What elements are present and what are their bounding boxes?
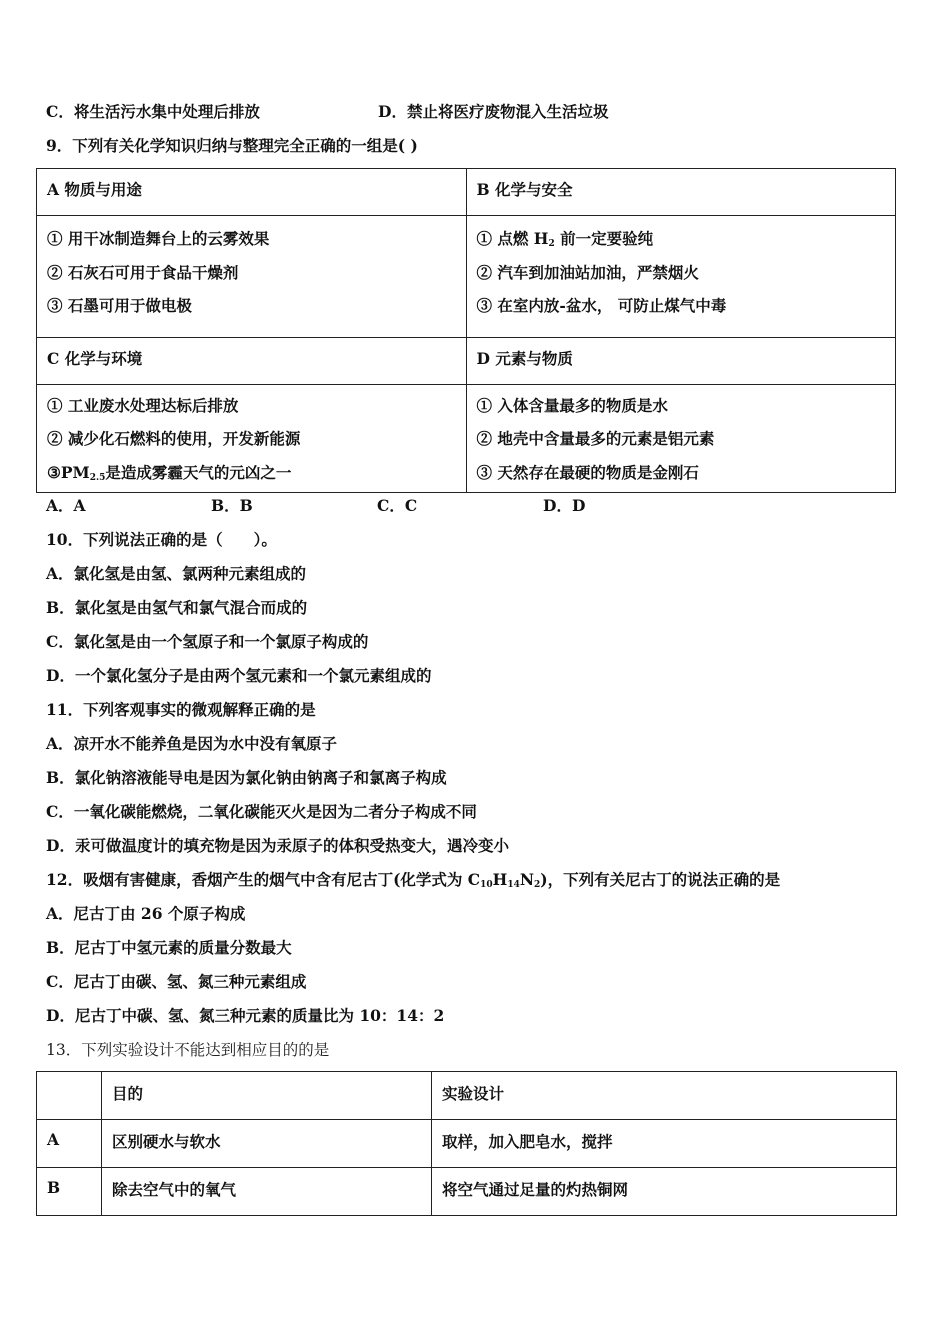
q11-stem: 11．下列客观事实的微观解释正确的是	[46, 700, 316, 719]
q10-option-d: D．一个氯化氢分子是由两个氢元素和一个氯元素组成的	[46, 666, 432, 685]
q13-experiment-table	[36, 1071, 897, 1216]
q9-cell-c-items: ① 工业废水处理达标后排放 ② 减少化石燃料的使用，开发新能源 $③PM_{2.5}$是造成雾霾天气的元凶之一	[37, 384, 467, 493]
q11-option-a: A．凉开水不能养鱼是因为水中没有氧原子	[46, 734, 338, 753]
table-row	[37, 1120, 897, 1168]
q12-option-c: C．尼古丁由碳、氢、氮三种元素组成	[46, 972, 307, 991]
q12-option-b: B．尼古丁中氢元素的质量分数最大	[46, 938, 292, 957]
q13-row-design: 取样，加入肥皂水，搅拌	[432, 1120, 897, 1168]
q9-option-b: B．B	[211, 496, 253, 515]
q13-row-purpose: 区别硬水与软水	[102, 1120, 432, 1168]
q13-header-design: 实验设计	[432, 1072, 897, 1120]
q12-option-d: D．尼古丁中碳、氢、氮三种元素的质量比为 10：14：2	[46, 1006, 445, 1025]
q13-stem: 13．下列实验设计不能达到相应目的的是	[46, 1041, 330, 1059]
q9-option-d: D．D	[543, 496, 586, 515]
q8-option-c: C．将生活污水集中处理后排放	[46, 102, 260, 121]
q13-header-label	[37, 1072, 102, 1120]
q9-cell-a-items: ① 用干冰制造舞台上的云雾效果 ② 石灰石可用于食品干燥剂 ③ 石墨可用于做电极	[37, 216, 467, 338]
q8-option-d: D．禁止将医疗废物混入生活垃圾	[378, 102, 609, 121]
table-row	[37, 1168, 897, 1216]
q9-cell-a-title: A 物质与用途	[37, 169, 467, 216]
q10-stem: 10．下列说法正确的是（ ）。	[46, 530, 277, 549]
q9-stem: 9．下列有关化学知识归纳与整理完全正确的一组是( )	[46, 136, 418, 155]
q9-knowledge-table	[36, 168, 896, 493]
q9-cell-b-title: B 化学与安全	[466, 169, 896, 216]
q13-row-label: A	[37, 1120, 102, 1168]
q12-stem: 12．吸烟有害健康，香烟产生的烟气中含有尼古丁(化学式为 $C_{10}H_{14}N_2$)，下列有关尼古丁的说法正确的是	[46, 870, 781, 890]
q11-option-c: C．一氧化碳能燃烧，二氧化碳能灭火是因为二者分子构成不同	[46, 802, 477, 821]
q9-cell-c-title: C 化学与环境	[37, 337, 467, 384]
q11-option-d: D．汞可做温度计的填充物是因为汞原子的体积受热变大，遇冷变小	[46, 836, 509, 855]
q12-option-a: A．尼古丁由 26 个原子构成	[46, 904, 246, 923]
q10-option-c: C．氯化氢是由一个氢原子和一个氯原子构成的	[46, 632, 369, 651]
q9-cell-d-title: D 元素与物质	[466, 337, 896, 384]
q9-option-c: C．C	[377, 496, 418, 515]
q13-header-purpose: 目的	[102, 1072, 432, 1120]
q9-cell-b-items: ① 点燃 $H_2$ 前一定要验纯 ② 汽车到加油站加油，严禁烟火 ③ 在室内放-盆水， 可防止煤气中毒	[466, 216, 896, 338]
table-row	[37, 1072, 897, 1120]
q9-option-a: A．A	[46, 496, 86, 515]
q10-option-b: B．氯化氢是由氢气和氯气混合而成的	[46, 598, 308, 617]
q13-row-design: 将空气通过足量的灼热铜网	[432, 1168, 897, 1216]
q10-option-a: A．氯化氢是由氢、氯两种元素组成的	[46, 564, 307, 583]
q13-row-purpose: 除去空气中的氧气	[102, 1168, 432, 1216]
q11-option-b: B．氯化钠溶液能导电是因为氯化钠由钠离子和氯离子构成	[46, 768, 447, 787]
q9-cell-d-items: ① 入体含量最多的物质是水 ② 地壳中含量最多的元素是铝元素 ③ 天然存在最硬的物质是金刚石	[466, 384, 896, 493]
q13-row-label: B	[37, 1168, 102, 1216]
